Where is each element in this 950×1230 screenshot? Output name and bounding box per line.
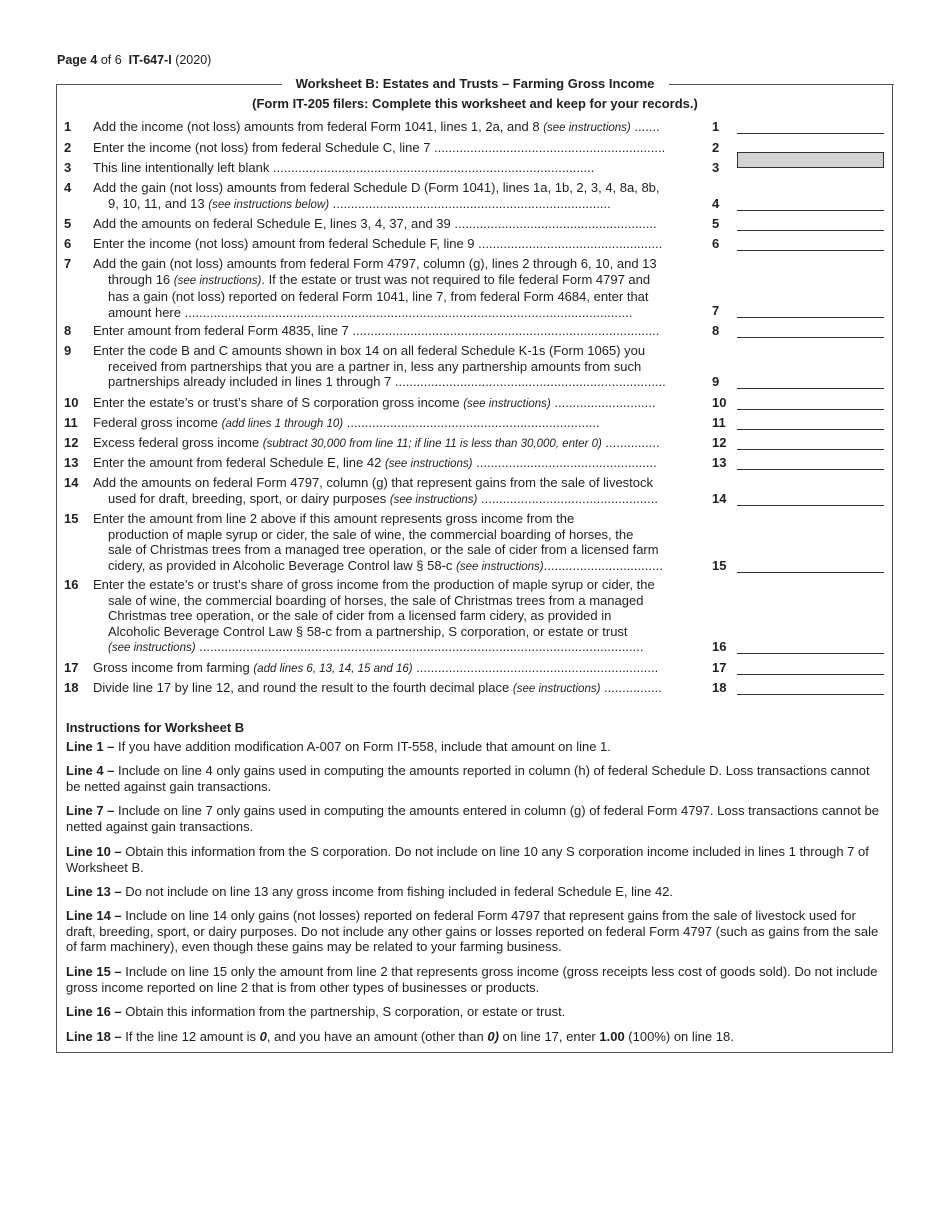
instruction-item: Line 10 – Obtain this information from the S corporation. Do not include on line 10 any S corporation income included in lines 1 through 7 of Worksheet B. xyxy=(66,844,869,875)
line-description: Add the gain (not loss) amounts from federal Schedule D (Form 1041), lines 1a, 1b, 2, 3, 4, 8a, 8b, 9, 10, 11, and 13 (see instructions below) ............................................................................. xyxy=(93,180,660,211)
instruction-item: Line 16 – Obtain this information from the partnership, S corporation, or estate or trust. xyxy=(66,1004,566,1019)
line-description: Enter the amount from line 2 above if this amount represents gross income from the production of maple syrup or cider, the sale of wine, the commercial boarding of horses, the sale of Christmas trees from a managed tree operation, or the sale of cider from a licensed farm cidery, as provided in Alcoholic Beverage Control law § 58-c (see instructions)................................. xyxy=(93,511,663,573)
line-ref-number: 6 xyxy=(712,236,720,251)
line-ref-number: 14 xyxy=(712,490,727,506)
line-ref-number: 11 xyxy=(712,415,726,430)
amount-field-line-8[interactable] xyxy=(737,323,884,338)
line-ref-number: 15 xyxy=(712,557,727,573)
line-number: 18 xyxy=(64,680,79,695)
amount-field-line-16[interactable] xyxy=(737,639,884,654)
line-ref-number: 4 xyxy=(712,195,720,211)
line-description: Enter the estate’s or trust’s share of gross income from the production of maple syrup or cider, the sale of wine, the commercial boarding of horses, the sale of Christmas trees from a managed Christmas tree operation, or the sale of cider from a licensed farm cidery, as provided in Alcoholic Beverage Control Law § 58-c from a partnership, S corporation, or estate or trust (see instructions) ........................................................................................................................... xyxy=(93,577,655,654)
line-description: This line intentionally left blank ......................................................................................... xyxy=(93,160,595,175)
page-label: Page xyxy=(57,53,87,67)
line-ref-number: 16 xyxy=(712,639,727,654)
instruction-item: Line 1 – If you have addition modification A-007 on Form IT-558, include that amount on line 1. xyxy=(66,739,611,754)
line-description: Enter the income (not loss) amount from federal Schedule F, line 9 ................................................... xyxy=(93,236,663,251)
line-description: Add the income (not loss) amounts from federal Form 1041, lines 1, 2a, and 8 (see instructions) ....... xyxy=(93,119,660,134)
instruction-item: Line 4 – Include on line 4 only gains used in computing the amounts reported in column (h) of federal Schedule D. Loss transactions cannot be netted against gain transactions. xyxy=(66,763,870,794)
amount-field-line-6[interactable] xyxy=(737,236,884,251)
line-ref-number: 13 xyxy=(712,455,727,470)
instruction-item: Line 14 – Include on line 14 only gains (not losses) reported on federal Form 4797 that represent gains from the sale of livestock used for draft, breeding, sport, or dairy purposes. Do not include any other gains or losses reported on federal Form 4797 (such as gains from the sale of farm machinery), even though these gains may be related to your farming business. xyxy=(66,908,879,954)
line-number: 14 xyxy=(64,475,79,490)
line-description: Enter the estate’s or trust’s share of S corporation gross income (see instructions) ............................ xyxy=(93,395,656,410)
amount-field-line-14[interactable] xyxy=(737,491,884,506)
line-ref-number: 12 xyxy=(712,435,727,450)
line-ref-number: 5 xyxy=(712,216,720,231)
line-description: Add the gain (not loss) amounts from federal Form 4797, column (g), lines 2 through 6, 10, and 13 through 16 (see instructions). If the estate or trust was not required to file federal Form 4797 and has a gain (not loss) reported on federal Form 1041, line 7, from federal Form 4684, enter that amount here ............................................................................................................................ xyxy=(93,256,657,320)
instruction-item: Line 7 – Include on line 7 only gains used in computing the amounts entered in column (g) of federal Form 4797. Loss transactions cannot be netted against gain transactions. xyxy=(66,803,879,834)
line-ref-number: 2 xyxy=(712,140,720,155)
worksheet-subtitle: (Form IT-205 filers: Complete this worksheet and keep for your records.) xyxy=(252,96,698,111)
line-description: Enter amount from federal Form 4835, line 7 ..................................................................................... xyxy=(93,323,660,338)
line-number: 5 xyxy=(64,216,72,231)
amount-field-line-5[interactable] xyxy=(737,216,884,231)
amount-field-line-13[interactable] xyxy=(737,455,884,470)
line-description: Enter the amount from federal Schedule E, line 42 (see instructions) .................................................. xyxy=(93,455,657,470)
line-description: Enter the code B and C amounts shown in box 14 on all federal Schedule K-1s (Form 1065) you received from partnerships that you are a partner in, less any partnership amounts from such partnerships already included in lines 1 through 7 ........................................................................... xyxy=(93,343,666,389)
instruction-item-line-18: Line 18 – If the line 12 amount is 0, and you have an amount (other than 0) on line 17, enter 1.00 (100%) on line 18. xyxy=(66,1029,734,1044)
line-number: 7 xyxy=(64,256,72,271)
line-ref-number: 9 xyxy=(712,374,720,389)
line-number: 9 xyxy=(64,343,72,358)
form-id: IT-647-I xyxy=(128,53,172,67)
amount-field-line-18[interactable] xyxy=(737,680,884,695)
line-ref-number: 10 xyxy=(712,395,727,410)
line-number: 13 xyxy=(64,455,79,470)
line-number: 11 xyxy=(64,415,78,430)
instructions-heading: Instructions for Worksheet B xyxy=(66,720,245,735)
line-description: Excess federal gross income (subtract 30,000 from line 11; if line 11 is less than 30,000, enter 0) ............... xyxy=(93,435,660,450)
line-ref-number: 17 xyxy=(712,660,727,675)
worksheet-title: Worksheet B: Estates and Trusts – Farming Gross Income xyxy=(0,76,950,91)
amount-field-line-1[interactable] xyxy=(737,119,884,134)
amount-field-line-15[interactable] xyxy=(737,558,884,573)
line-description: Federal gross income (add lines 1 through 10) ...................................................................... xyxy=(93,415,600,430)
page-header xyxy=(57,53,211,67)
line-ref-number: 8 xyxy=(712,323,720,338)
line-number: 15 xyxy=(64,511,79,526)
line-description: Enter the income (not loss) from federal Schedule C, line 7 ................................................................ xyxy=(93,140,666,155)
page-count: of 6 xyxy=(100,53,122,67)
line-number: 4 xyxy=(64,180,72,195)
line-ref-number: 1 xyxy=(712,119,720,134)
amount-field-line-10[interactable] xyxy=(737,395,884,410)
line-number: 17 xyxy=(64,660,79,675)
line-number: 10 xyxy=(64,395,79,410)
line-number: 8 xyxy=(64,323,72,338)
line-number: 1 xyxy=(64,119,72,134)
amount-field-line-9[interactable] xyxy=(737,374,884,389)
line-3-blank-shaded xyxy=(737,152,884,168)
line-number: 16 xyxy=(64,577,79,592)
line-number: 3 xyxy=(64,160,72,175)
form-year: (2020) xyxy=(175,53,212,67)
line-ref-number: 18 xyxy=(712,680,727,695)
line-number: 2 xyxy=(64,140,72,155)
amount-field-line-4[interactable] xyxy=(737,196,884,211)
line-number: 6 xyxy=(64,236,72,251)
line-description: Add the amounts on federal Schedule E, lines 3, 4, 37, and 39 ........................................................ xyxy=(93,216,657,231)
amount-field-line-17[interactable] xyxy=(737,660,884,675)
line-ref-number: 3 xyxy=(712,160,720,175)
instruction-item: Line 15 – Include on line 15 only the amount from line 2 that represents gross income (gross receipts less cost of goods sold). Do not include gross income reported on line 2 that is from other types of businesses or products. xyxy=(66,964,878,995)
amount-field-line-7[interactable] xyxy=(737,303,884,318)
page-number: 4 xyxy=(90,53,98,67)
line-ref-number: 7 xyxy=(712,302,720,318)
amount-field-line-11[interactable] xyxy=(737,415,884,430)
line-number: 12 xyxy=(64,435,79,450)
line-description: Gross income from farming (add lines 6, 13, 14, 15 and 16) ................................................................... xyxy=(93,660,659,675)
line-description: Divide line 17 by line 12, and round the result to the fourth decimal place (see instructions) ................ xyxy=(93,680,662,695)
line-description: Add the amounts on federal Form 4797, column (g) that represent gains from the sale of livestock used for draft, breeding, sport, or dairy purposes (see instructions) ................................................. xyxy=(93,475,658,506)
amount-field-line-12[interactable] xyxy=(737,435,884,450)
instruction-item: Line 13 – Do not include on line 13 any gross income from fishing included in federal Schedule E, line 42. xyxy=(66,884,674,899)
